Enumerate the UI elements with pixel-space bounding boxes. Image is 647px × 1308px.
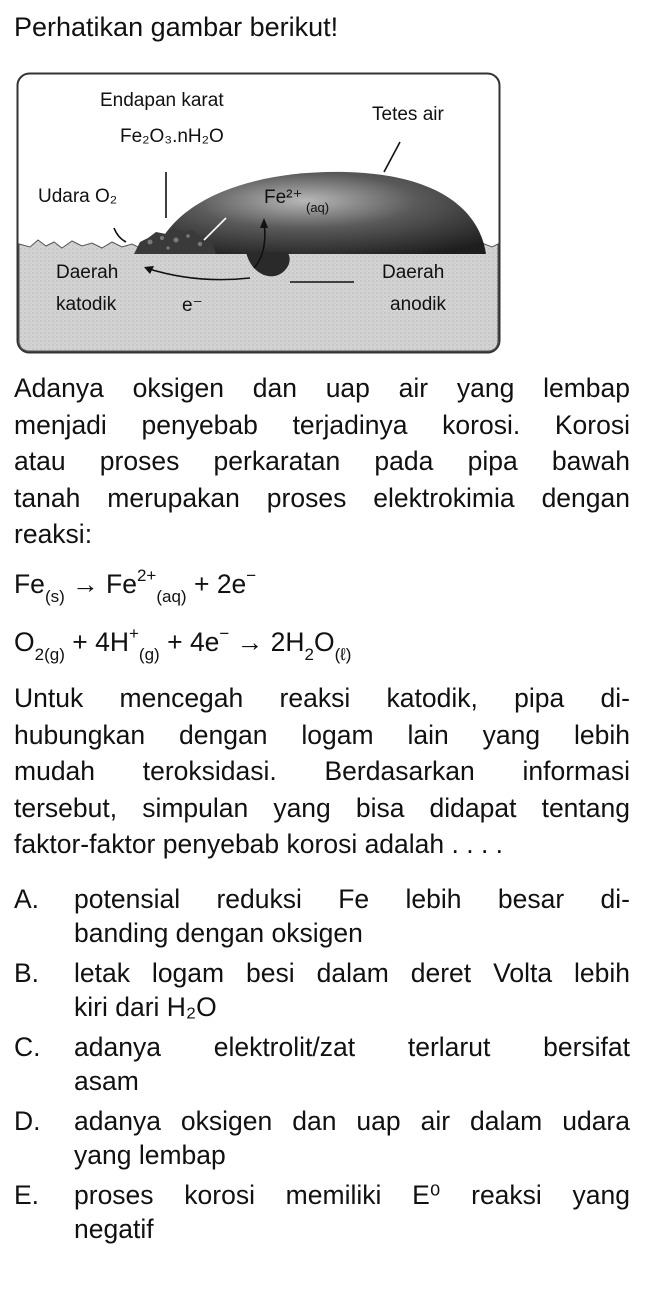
label-iron-ion: Fe²⁺ [264, 187, 303, 208]
label-air-oxygen: Udara O₂ [38, 186, 118, 207]
option-d[interactable] [14, 1104, 630, 1172]
intro-line: reaksi: [14, 519, 93, 549]
label-water-drop: Tetes air [372, 104, 444, 125]
eq1-ion-charge: 2+ [136, 566, 157, 585]
question-line: tersebut, simpulan yang bisa didapat tentang [14, 792, 630, 823]
eq2-hydrogen-ion: 4H [95, 627, 129, 657]
label-cathode-area-2: katodik [56, 294, 117, 315]
label-rust-deposit: Endapan karat [100, 90, 224, 111]
intro-paragraph [14, 370, 630, 553]
eq1-arrow: → [72, 569, 99, 599]
label-electron: e⁻ [182, 295, 203, 316]
option-text: negatif [74, 1214, 154, 1244]
option-b[interactable] [14, 956, 630, 1024]
question-line: hubungkan dengan logam lain yang lebih [14, 719, 630, 750]
eq2-oxygen: O [14, 627, 35, 657]
option-text: kiri dari H₂O [74, 992, 217, 1022]
label-iron-ion-state: (aq) [306, 200, 330, 215]
answer-options [14, 882, 630, 1252]
eq1-electron-charge: − [246, 566, 257, 585]
eq2-plus: + [167, 627, 183, 657]
question-paragraph [14, 680, 630, 863]
question-line: mudah teroksidasi. Berdasarkan informasi [14, 756, 630, 786]
eq1-reactant: Fe [14, 569, 45, 599]
eq1-reactant-state: (s) [44, 587, 65, 606]
eq2-water-sub: 2 [304, 645, 314, 664]
cathodic-reaction-equation [14, 624, 351, 665]
intro-line: Adanya oksigen dan uap air yang lembap [14, 373, 630, 403]
option-a[interactable] [14, 882, 630, 950]
label-rust-formula: Fe₂O₃.nH₂O [120, 126, 224, 147]
option-text: adanya elektrolit/zat terlarut bersifat [74, 1032, 630, 1062]
option-text: letak logam besi dalam deret Volta lebih [74, 958, 630, 988]
option-letter: A. [14, 884, 40, 914]
question-heading: Perhatikan gambar berikut! [14, 12, 339, 42]
eq1-ion-state: (aq) [156, 587, 187, 606]
eq2-oxygen-sub: 2(g) [34, 645, 65, 664]
intro-line: menjadi penyebab terjadinya korosi. Korosi [14, 409, 630, 440]
eq2-arrow: → [236, 627, 264, 657]
option-e[interactable] [14, 1178, 630, 1246]
option-text: banding dengan oksigen [74, 918, 363, 948]
eq1-electrons: 2e [216, 569, 247, 599]
option-text: potensial reduksi Fe lebih besar di- [74, 884, 630, 914]
intro-line: tanah merupakan proses elektrokimia dengan [14, 482, 630, 513]
eq2-water-state: (ℓ) [334, 645, 352, 664]
eq1-plus: + [193, 569, 210, 599]
eq2-plus: + [72, 627, 88, 657]
corrosion-diagram [16, 72, 501, 354]
option-text: asam [74, 1066, 139, 1096]
eq2-water-oxygen: O [313, 627, 335, 657]
eq2-electrons: 4e [189, 627, 220, 657]
eq2-electron-charge: − [219, 624, 230, 643]
option-text: yang lembap [74, 1140, 226, 1170]
anodic-reaction-equation [14, 566, 256, 607]
option-c[interactable] [14, 1030, 630, 1098]
question-line: Untuk mencegah reaksi katodik, pipa di- [14, 683, 630, 713]
eq2-hydrogen-state: (g) [138, 645, 160, 664]
option-letter: B. [14, 958, 40, 988]
option-text: proses korosi memiliki E⁰ reaksi yang [74, 1180, 630, 1210]
eq2-hydrogen-charge: + [128, 624, 139, 643]
option-letter: C. [14, 1032, 41, 1062]
label-anode-area-2: anodik [390, 294, 446, 315]
option-text: adanya oksigen dan uap air dalam udara [74, 1106, 630, 1136]
option-letter: D. [14, 1106, 41, 1136]
label-cathode-area-1: Daerah [56, 262, 119, 283]
option-letter: E. [14, 1180, 40, 1210]
label-anode-area-1: Daerah [382, 262, 445, 283]
question-line: faktor-faktor penyebab korosi adalah . . . . [14, 829, 504, 859]
eq2-water: 2H [270, 627, 305, 657]
eq1-product-ion: Fe [106, 569, 137, 599]
intro-line: atau proses perkaratan pada pipa bawah [14, 446, 630, 476]
